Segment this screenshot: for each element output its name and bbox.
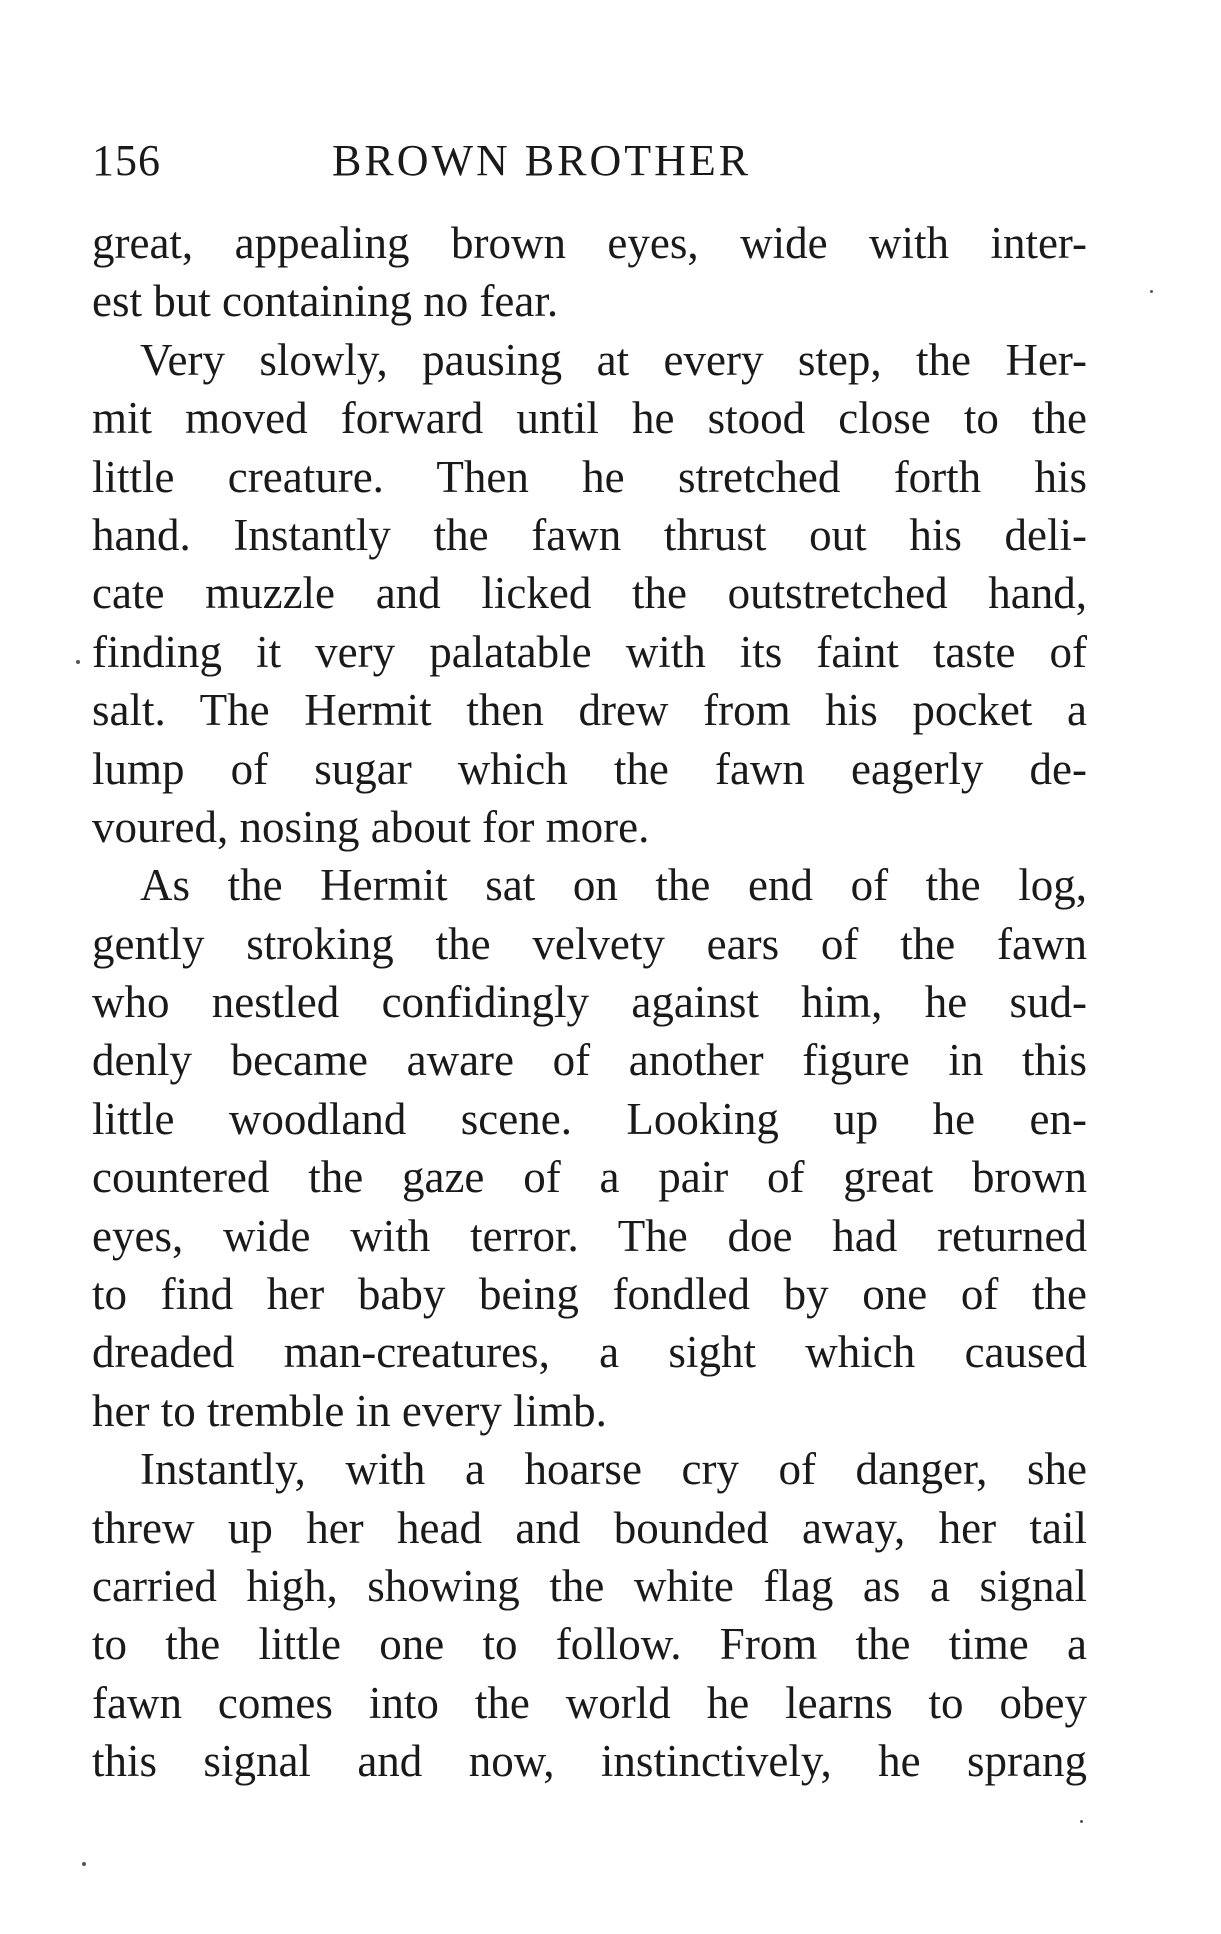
text-line: little creature. Then he stretched forth his <box>92 451 1087 502</box>
print-speck <box>82 1862 86 1866</box>
text-line: est but containing no fear. <box>92 276 559 327</box>
text-line: denly became aware of another figure in this <box>92 1035 1087 1086</box>
text-line: fawn comes into the world he learns to obey <box>92 1677 1087 1728</box>
text-line: eyes, wide with terror. The doe had returned <box>92 1210 1087 1261</box>
text-line: finding it very palatable with its faint taste of <box>92 626 1087 677</box>
text-line: gently stroking the velvety ears of the fawn <box>92 918 1087 969</box>
text-line: dreaded man-creatures, a sight which caused <box>92 1327 1087 1378</box>
text-line: this signal and now, instinctively, he sprang <box>92 1736 1087 1787</box>
text-line: threw up her head and bounded away, her tail <box>92 1502 1087 1553</box>
text-line: Very slowly, pausing at every step, the Her- <box>140 334 1087 385</box>
print-speck <box>1080 1820 1083 1823</box>
text-line: cate muzzle and licked the outstretched hand, <box>92 568 1087 619</box>
text-line: Instantly, with a hoarse cry of danger, she <box>140 1444 1087 1495</box>
text-line: salt. The Hermit then drew from his pocket a <box>92 685 1087 736</box>
text-line: who nestled confidingly against him, he sud- <box>92 977 1087 1028</box>
text-line: great, appealing brown eyes, wide with inter- <box>92 218 1087 268</box>
text-line: hand. Instantly the fawn thrust out his deli- <box>92 509 1087 560</box>
running-head <box>92 126 1087 196</box>
text-line: her to tremble in every limb. <box>92 1385 607 1436</box>
print-speck <box>1150 290 1153 293</box>
running-title: BROWN BROTHER <box>332 136 752 185</box>
text-line: As the Hermit sat on the end of the log, <box>140 860 1087 911</box>
page-number: 156 <box>92 136 161 185</box>
text-line: little woodland scene. Looking up he en- <box>92 1093 1087 1144</box>
text-line: carried high, showing the white flag as a signal <box>92 1560 1087 1611</box>
text-line: mit moved forward until he stood close to the <box>92 393 1087 444</box>
text-line: to find her baby being fondled by one of the <box>92 1269 1087 1320</box>
text-line: to the little one to follow. From the time a <box>92 1619 1087 1670</box>
print-speck <box>76 660 80 664</box>
text-line: voured, nosing about for more. <box>92 801 650 852</box>
body-text <box>92 214 1087 1791</box>
text-line: countered the gaze of a pair of great brown <box>92 1152 1087 1203</box>
text-line: lump of sugar which the fawn eagerly de- <box>92 743 1087 794</box>
